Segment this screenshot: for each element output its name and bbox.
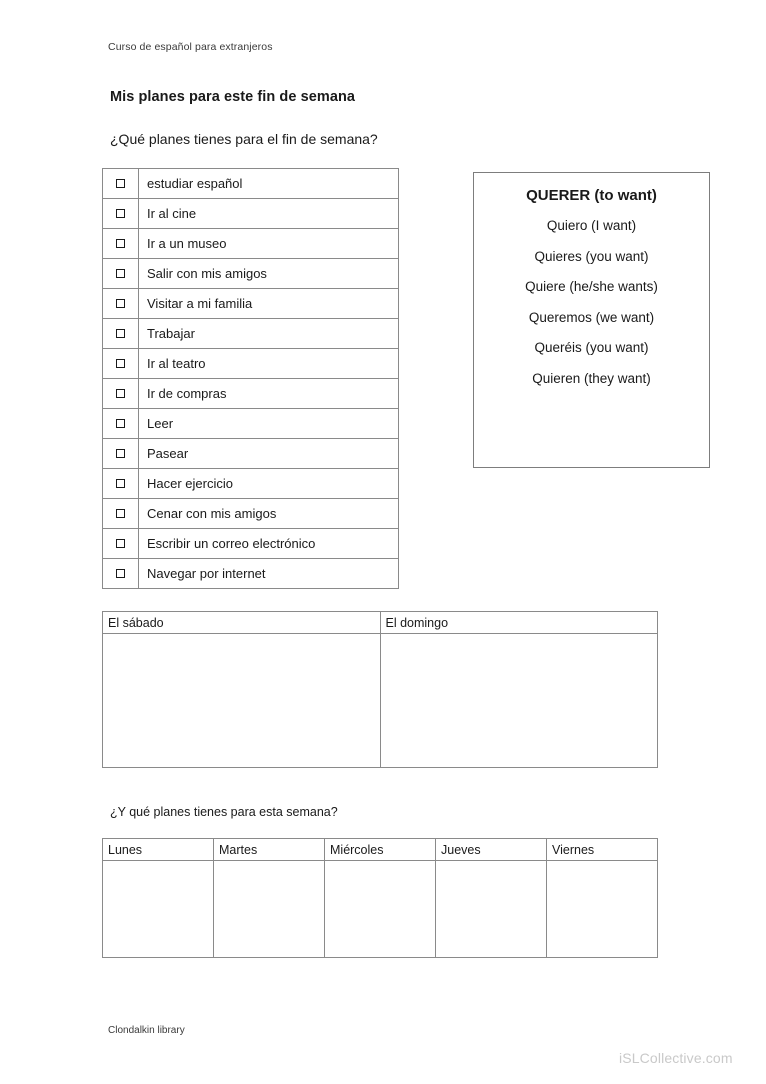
querer-conjugation-item: Queréis (you want) [534, 340, 649, 355]
checklist-row [103, 349, 399, 379]
checkbox-cell[interactable] [103, 529, 139, 559]
weekend-answer-saturday[interactable] [103, 634, 381, 768]
weekend-header-row [103, 612, 658, 634]
checklist-item-label: Visitar a mi familia [139, 289, 399, 319]
querer-conjugation-item: Quieren (they want) [532, 370, 651, 386]
checklist-item-label: Ir al teatro [139, 349, 399, 379]
checkbox-empty-icon[interactable] [116, 449, 125, 458]
checklist-row [103, 199, 399, 229]
querer-conjugation-list [474, 218, 709, 386]
activities-checklist [102, 168, 399, 589]
checkbox-cell[interactable] [103, 289, 139, 319]
checkbox-cell[interactable] [103, 349, 139, 379]
prompt-weekend: ¿Qué planes tienes para el fin de semana? [110, 131, 378, 147]
weekday-header-cell: Jueves [436, 839, 547, 861]
checkbox-empty-icon[interactable] [116, 209, 125, 218]
weekend-header-sunday: El domingo [380, 612, 658, 634]
checkbox-cell[interactable] [103, 199, 139, 229]
weekday-answer-cell[interactable] [436, 861, 547, 958]
weekday-header-cell: Miércoles [325, 839, 436, 861]
checklist-item-label: Leer [139, 409, 399, 439]
querer-conjugation-item: Quiero (I want) [546, 218, 637, 233]
checklist-row [103, 259, 399, 289]
checklist-row [103, 229, 399, 259]
checkbox-cell[interactable] [103, 439, 139, 469]
checkbox-empty-icon[interactable] [116, 389, 125, 398]
checklist-item-label: Navegar por internet [139, 559, 399, 589]
checklist-row [103, 529, 399, 559]
checklist-row [103, 439, 399, 469]
checklist-row [103, 379, 399, 409]
checklist-item-label: estudiar español [139, 169, 399, 199]
footer-credit: Clondalkin library [108, 1025, 185, 1036]
weekday-header-cell: Martes [214, 839, 325, 861]
checkbox-cell[interactable] [103, 229, 139, 259]
querer-conjugation-item: Queremos (we want) [528, 309, 655, 325]
checkbox-empty-icon[interactable] [116, 179, 125, 188]
course-subtitle: Curso de español para extranjeros [108, 41, 273, 53]
weekday-answer-cell[interactable] [325, 861, 436, 958]
checkbox-empty-icon[interactable] [116, 299, 125, 308]
weekday-header-cell: Viernes [547, 839, 658, 861]
checklist-item-label: Hacer ejercicio [139, 469, 399, 499]
checklist-body [103, 169, 399, 589]
checklist-item-label: Ir a un museo [139, 229, 399, 259]
querer-conjugation-item: Quiere (he/she wants) [525, 279, 658, 294]
checklist-row [103, 319, 399, 349]
prompt-week: ¿Y qué planes tienes para esta semana? [110, 805, 338, 819]
checklist-item-label: Pasear [139, 439, 399, 469]
checkbox-cell[interactable] [103, 409, 139, 439]
checklist-item-label: Escribir un correo electrónico [139, 529, 399, 559]
checkbox-empty-icon[interactable] [116, 509, 125, 518]
checkbox-empty-icon[interactable] [116, 269, 125, 278]
checkbox-empty-icon[interactable] [116, 419, 125, 428]
weekend-header-saturday: El sábado [103, 612, 381, 634]
weekday-header-cell: Lunes [103, 839, 214, 861]
checklist-row [103, 469, 399, 499]
checkbox-cell[interactable] [103, 379, 139, 409]
checklist-row [103, 559, 399, 589]
checklist-item-label: Salir con mis amigos [139, 259, 399, 289]
weekday-answer-cell[interactable] [103, 861, 214, 958]
weekend-answer-sunday[interactable] [380, 634, 658, 768]
checklist-row [103, 169, 399, 199]
weekday-answer-row [103, 861, 658, 958]
checklist-item-label: Cenar con mis amigos [139, 499, 399, 529]
weekday-plans-table [102, 838, 658, 958]
checkbox-cell[interactable] [103, 499, 139, 529]
checklist-row [103, 499, 399, 529]
checklist-item-label: Ir de compras [139, 379, 399, 409]
checkbox-cell[interactable] [103, 469, 139, 499]
checkbox-cell[interactable] [103, 319, 139, 349]
weekend-plans-table [102, 611, 658, 768]
checkbox-empty-icon[interactable] [116, 239, 125, 248]
checkbox-cell[interactable] [103, 259, 139, 289]
querer-conjugation-item: Quieres (you want) [534, 248, 649, 264]
checkbox-empty-icon[interactable] [116, 479, 125, 488]
weekend-answer-row [103, 634, 658, 768]
islcollective-watermark: iSLCollective.com [619, 1050, 733, 1066]
querer-conjugation-box [473, 172, 710, 468]
checklist-item-label: Trabajar [139, 319, 399, 349]
checklist-row [103, 289, 399, 319]
checkbox-empty-icon[interactable] [116, 329, 125, 338]
checkbox-cell[interactable] [103, 169, 139, 199]
checkbox-empty-icon[interactable] [116, 569, 125, 578]
weekday-header-row [103, 839, 658, 861]
checkbox-cell[interactable] [103, 559, 139, 589]
weekday-answer-cell[interactable] [214, 861, 325, 958]
querer-box-title: QUERER (to want) [526, 187, 657, 204]
checkbox-empty-icon[interactable] [116, 539, 125, 548]
page-title: Mis planes para este fin de semana [110, 89, 356, 105]
checklist-item-label: Ir al cine [139, 199, 399, 229]
checklist-row [103, 409, 399, 439]
checkbox-empty-icon[interactable] [116, 359, 125, 368]
weekday-answer-cell[interactable] [547, 861, 658, 958]
